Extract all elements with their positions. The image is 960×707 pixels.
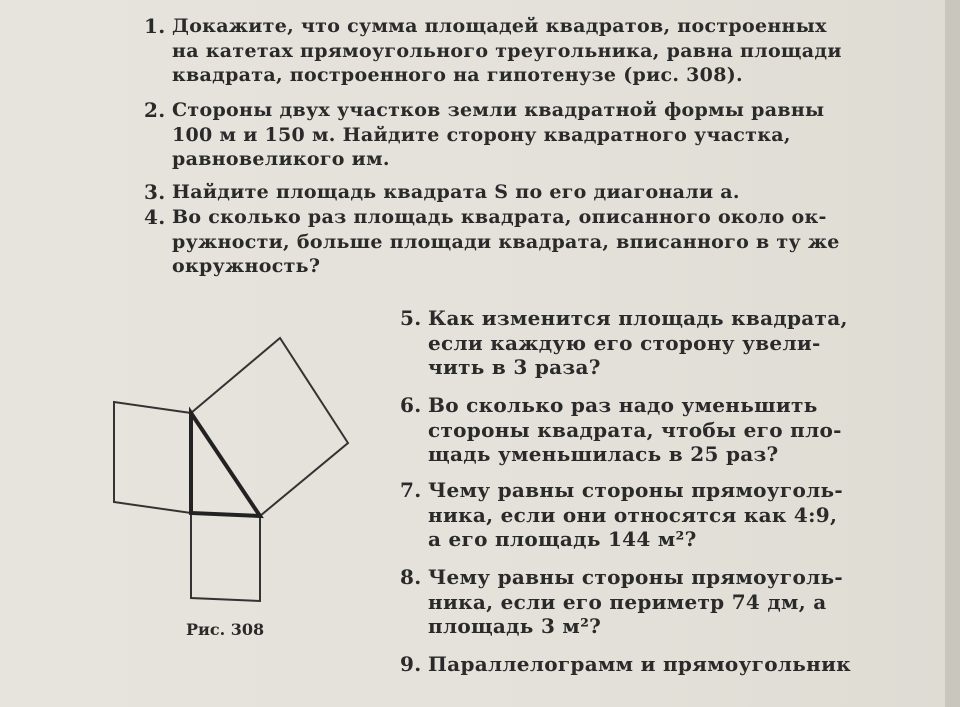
problem-line: Во сколько раз надо уменьшить (428, 393, 818, 417)
problem-line: Как изменится площадь квадрата, (428, 306, 848, 330)
problem-line: Чему равны стороны прямоуголь- (428, 565, 843, 589)
problem-line: если каждую его сторону увели- (428, 330, 821, 355)
problem-line: ника, если его периметр 74 дм, а (428, 589, 827, 614)
problem-9 (400, 652, 851, 677)
problem-7 (400, 478, 843, 552)
problem-line: Параллелограмм и прямоугольник (428, 652, 851, 676)
problem-line: а его площадь 144 м²? (428, 527, 697, 551)
problem-1 (144, 14, 842, 88)
problem-line: окружность? (172, 255, 321, 277)
problem-line: квадрата, построенного на гипотенузе (рис. 308). (172, 64, 743, 86)
problem-line: Найдите площадь квадрата S по его диагонали a. (172, 181, 740, 203)
problem-number: 3. (144, 180, 166, 204)
problem-number: 6. (400, 393, 422, 417)
problem-line: щадь уменьшилась в 25 раз? (428, 442, 779, 466)
problem-line: Чему равны стороны прямоуголь- (428, 478, 843, 502)
problem-number: 5. (400, 306, 422, 330)
problem-line: ника, если они относятся как 4:9, (428, 502, 838, 527)
problem-line: равновеликого им. (172, 148, 390, 170)
problem-3 (144, 180, 740, 205)
problem-number: 1. (144, 14, 166, 38)
problem-number: 9. (400, 652, 422, 676)
problem-line: Стороны двух участков земли квадратной формы равны (172, 99, 825, 121)
problem-number: 7. (400, 478, 422, 502)
problem-8 (400, 565, 843, 639)
problem-line: Во сколько раз площадь квадрата, описанного около ок- (172, 206, 827, 228)
problem-line: стороны квадрата, чтобы его пло- (428, 417, 842, 442)
problem-line: на катетах прямоугольного треугольника, равна площади (172, 39, 842, 62)
problem-line: ружности, больше площади квадрата, вписанного в ту же (172, 230, 840, 253)
leg-square-left (114, 402, 191, 513)
problem-5 (400, 306, 848, 380)
problem-4 (144, 205, 840, 279)
problem-2 (144, 98, 825, 172)
problem-number: 2. (144, 98, 166, 122)
problem-line: Докажите, что сумма площадей квадратов, построенных (172, 15, 827, 37)
page-edge (945, 0, 960, 707)
problem-line: площадь 3 м²? (428, 614, 602, 638)
pythagoras-figure (100, 325, 360, 610)
problem-6 (400, 393, 842, 467)
problem-number: 8. (400, 565, 422, 589)
leg-square-bottom (191, 513, 260, 601)
problem-line: 100 м и 150 м. Найдите сторону квадратного участка, (172, 123, 791, 146)
figure-caption: Рис. 308 (186, 620, 265, 639)
problem-line: чить в 3 раза? (428, 355, 601, 379)
right-triangle (191, 413, 260, 516)
hypotenuse-square (191, 338, 348, 516)
problem-number: 4. (144, 205, 166, 229)
